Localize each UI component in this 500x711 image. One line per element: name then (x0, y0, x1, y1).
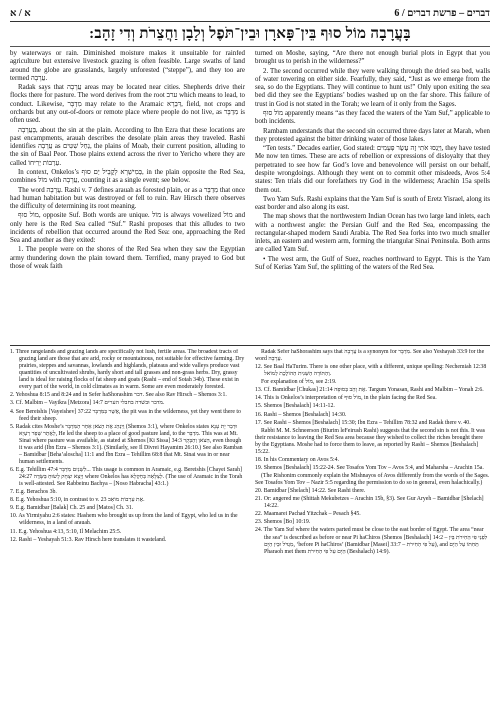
commentary-paragraph: מוֹל סוּף, opposite Suf. Both words are unique. מוֹל is always vowelized מוֹל and only here is the Red Sea called “Suf.” Rashi proposes that this alludes to two incidents of rebellion that occurred around the Red Sea: one, approaching the Red Sea and another as they exited: (10, 212, 245, 245)
header-book-parsha: דברים – פרשת דברים / 6 (394, 7, 490, 19)
commentary-paragraph: Rambam understands that the second sin occurred three days later at Marah, when they protested against the bitter drinking water of those lakes. (255, 127, 490, 143)
commentary-right-column (255, 50, 490, 342)
footnote: 23. Shemos [Bo] 10:19. (255, 519, 311, 526)
footnote: 16. Rashi – Shemos [Beshalach] 14:30. (255, 411, 347, 418)
commentary-paragraph: by waterways or rain. Diminished moisture makes it unsuitable for rainfed agriculture but extensive livestock grazing is often feasible. Large swaths of land around the globe are grasslands, largely unforested (“steppe”), and they too are termed עֲרָבָה. (10, 50, 245, 82)
footnote: 19. Shemos [Beshalach] 15:22-24. See Tosafos Yom Tov – Avos 5:4, and Maharsha – Arachin 15a. (255, 464, 484, 471)
header-chapter-verse: א / א (10, 7, 31, 19)
footnote: 9. E.g. Bamidbar [Balak] Ch. 25 and [Matos] Ch. 31. (10, 505, 134, 512)
commentary-paragraph: 2. The second occurred while they were walking through the dried sea bed, walls of water towering on either side. Fearfully, they said, “Just as we emerge from the sea, so do the Egyptians. They will continue to hunt us!” Only upon exiting the sea bed did they see the Egyptians’ bodies washed up on the far shore. This failure of trust in God is not stated in the Torah; we learn of it only from the Sages. (255, 67, 490, 108)
commentary-paragraph: turned on Moshe, saying, “Are there not enough burial plots in Egypt that you brought us to perish in the wilderness?” (255, 50, 490, 66)
footnote: 2. Yehoshua 8:15 and 8:24 and in Sefer haShorashim דבר. See also Rav Hirsch – Shemos 3:1. (10, 392, 227, 399)
footnote: 12. Rashi – Yeshayah 51:3. Rav Hirsch here translates it wasteland. (10, 536, 167, 543)
footnote: (The Rishonim commonly explain the Mishnayos of Avos differently from the words of the Sages. See Tosafos Yom Tov – Nazir 5:5 regarding the permission to do so in general, even halachically.) (255, 473, 490, 487)
footnotes-left-column (10, 349, 245, 711)
running-header (10, 5, 490, 22)
commentary-paragraph: מוֹל סוּף apparently means “as they faced the waters of the Yam Suf,” applicable to both incidents. (255, 109, 490, 126)
footnote: 6. E.g. Tehillim 47:4 לִשְׁנַיִם מִדְבָּר... This usage is common in Aramaic, e.g. Bereishis [Chayei Sarah] 24:27 וְיָצָא יִצְחָק לָשׂוּחַ בַּשָּׂדֶה where Onkelos has לְצַלָּאָה בְּחַקְלָא. (The use of Aramaic in the Torah is well-attested. See Rabbeinu Bachya – [Noso Habracha] 43:1.) (10, 467, 243, 488)
commentary-paragraph: Radak says that עֲרָבָה areas may be located near cities. Shepherds drive their flocks there for pasture. The word derives from the root ערב which means to lead, to conduct. Likewise, מִדְבָּר may relate to the Aramaic דִּבְרָא, field, not crops and orchards but any out-of-doors or remote place where people do not live, as מִדְבָּר is often used. (10, 84, 245, 125)
footnote: 17. See Rashi – Shemos [Beshalach] 15:30; Ibn Ezra – Tehillim 78:32 and Radak there v. 40. (255, 419, 471, 426)
footnote: 15. Shemos [Beshalach] 14:11-12. (255, 403, 335, 410)
footnote: 1. Three rangelands and grazing lands are specifically not lush, fertile areas. The broadest tracts of grazing land are those that are arid, rocky or mountainous, not suitable for effective farming. Dry prairies, steppes and savannas, lowlands and highlands, plateaus and wide valleys produce vast quantities of uncultivated shrubs, hardy short and tall grasses and non-grass herbs. Dry, grassy land is ideal for raising flocks of fat sheep and goats (Rashi – end of Sotah 34b). These exist in every part of the world, in cold climates as in warm. Some are even moderately forested. (10, 349, 245, 391)
footnote: 10. As Yirmiyahu 2:6 states: Hashem who brought us up from the land of Egypt, who led us in the wilderness, in a land of arauah. (10, 513, 238, 527)
commentary-left-column (10, 50, 245, 342)
footnote: 18. In his Commentary on Avos 5:4. (255, 456, 339, 463)
footnote: 5. Radak cites Moshe’s וַיִּנְהַג אֶת הַצֹּאן אַחַר הַמִּדְבָּר (Shemos 3:1), where Onkelos states וּדְבַר יָת עָנָא לַאֲתַר שְׁפַר רַעְיָא, He led the sheep to a place of good pasture land, to the מִדְבָּר. This was at Mt. Sinai where pasture was available, as stated at Shemos [Ki Sissa] 34:3 הַצֹּאן וְהַבָּקָר, even though it was arid (Ibn Ezra – Shemos 3:1). (Similarly, see Il Divrei Hayamim 26:10.) See also Ramban – Bamidbar [Beha’aloscha] 11:1 and Ibn Ezra – Tehillim 68:8 that Mt. Sinai was in or near human settlements. (10, 423, 243, 465)
footnote: 20. Bamidbar [Shelach] 14:22. See Rashi there. (255, 488, 366, 495)
torah-verse: בָּעֲרָבָה מוֹל סוּף בֵּין־פָּארָן וּבֵין־תֹּפֶל וְלָבָן וַחֲצֵרֹת וְדִי זָהָב: (89, 26, 411, 42)
footnote: 3. Cf. Malbim – Vayikra [Metzora] 14:7 מדבר וּבשדה בחבלי הערים. (10, 400, 165, 407)
commentary-columns (10, 50, 490, 342)
footnote-divider (10, 345, 490, 346)
verse-divider (10, 46, 490, 47)
footnote: 22. Maamarei Pachad Yitzchak – Pesach §45. (255, 511, 361, 518)
commentary-paragraph: In context, Onkelos’s בְּמִישְׁרָא לָקֳבֵיל יַם סוּף, in the plain opposite the Red Sea, combines מוֹל with עֲרָבָה, counting it as a single event; see below. (10, 168, 245, 185)
commentary-paragraph: The map shows that the northwestern Indian Ocean has two large land inlets, each with a northwest angle: the Persian Gulf and the Red Sea, encompassing the rectangular-shaped modern Saudi Arabia. The Red Sea forks into two much smaller inlets, an eastern and western arm, forming the triangular Sinai Peninsula. Both arms are called Yam Suf. (255, 213, 490, 254)
footnote-columns (10, 349, 490, 711)
footnote: 4. See Bereishis [Vayeishev] 37:22 אֲשֶׁר בַּמִּדְבָּר, the pit was in the wilderness, yet they went there to feed their sheep. (10, 408, 241, 422)
footnote: For explanation of מוֹל, see 2:19. (261, 379, 337, 386)
footnote: Rabbi M. M. Schneerson (Biurim leFeirush Rashi) suggests that the second sin is not this. It was their resistance to leaving the Red Sea area because they wished to collect the riches brought there by the Egyptians. Moshe had to force them to leave, as reported by Rashi – Shemos [Beshalach] 15:22. (255, 427, 485, 455)
footnote: 14. This is Onkelos’s interpretation of מוֹל סוּף, in the plain facing the Red Sea. (255, 395, 437, 402)
commentary-paragraph: The word עֲרָבָה. Rashi v. 7 defines arauah as forested plain, or as a מִדְבָּר that once had human habitation but was destroyed or fell to ruin. Rav Hirsch there observes the difficulty of determining its root meaning. (10, 186, 245, 211)
footnote: 8. E.g. Yehoshua 5:10, in contrast to v. 23 אֶת עַרְבוֹת מוֹאָב. (10, 497, 145, 504)
footnote: Radak Sefer haShorashim says that עֲרָבָה is a synonym for מִדְבָּר. See also Yeshayah 33:9 for the word עֲרָבָה. (255, 349, 485, 363)
footnote: 24. The Yam Suf where the waters parted must be close to the east border of Egypt. The area “near the sea” is described as before or near Pi haChiros (Shemos [Beshalach] 14:2 – לִפְנֵי פִּי הַחִירֹת בֵּין מִגְדֹּל וּבֵין הַיָּם, ‘before Pi haChiros’ (Bamidbar [Masei] 33:7 – עַל פִּי הַחִירֹת), and תְּחִתּוֹ עַל הַיָּם Pharaoh met them הַיָּם עַל פִּי הַחִירֹת (Beshalach) 14:9). (255, 527, 488, 555)
footnote: 12. See Baal HaTurim. There is one other place, with a different, unique spelling: Nechemiah 12:38 וְהַתּוֹדָה הַשֵּׁנִית הַהוֹלֶכֶת לְמוֹאל. (255, 364, 487, 378)
footnote: 7. E.g. Berachos 3b. (10, 489, 57, 496)
commentary-paragraph: 1. The people were on the shores of the Red Sea when they saw the Egyptian army thundering down the plain toward them. Terrified, many prayed to God but those of weak faith (10, 246, 245, 271)
footnote: 13. Cf. Bamidbar [Chukas] 21:14 אֶת וָהֵב בְּסוּפָה. Targum Yonasan, Rashi and Malbim – Yonah 2:6. (255, 387, 484, 394)
footnote: 11. E.g. Yehoshua 4:13, 5:10, Il Melachim 25:5. (10, 528, 122, 535)
commentary-paragraph: בָּעֲרָבָה, about the sin at the plain. According to Ibn Ezra that these locations are past encampments, arauah describes the desolate plain areas they traveled. Rashi identifies עֲרָבָה as נַחַל שִׁטִּים, the plains of Moab, their current position, alluding to the sin of Baal Peor. Those plains extend across the river to Yericho where they are called עַרְבוֹת יְרִיחוֹ. (10, 126, 245, 167)
commentary-paragraph: Two Yam Sufs. Rashi explains that the Yam Suf is south of Eretz Yisrael, along its east border and also along its east. (255, 195, 490, 212)
commentary-paragraph: • The west arm, the Gulf of Suez, reaches northward to Egypt. This is the Yam Suf of Kerias Yam Suf, the splitting of the waters of the Red Sea. (255, 255, 490, 272)
footnote: 21. Or: angered me (Shittah Mekubetzes – Arachin 15b, §3). See Gur Aryeh – Bamidbar [Shelach] 14:22. (255, 496, 484, 510)
commentary-paragraph: “Ten tests.” Decades earlier, God stated: וַיְנַסּוּ אֹתִי זֶה עֶשֶׂר פְּעָמִים, they have tested Me now ten times. These are acts of rebellion or expressions of disloyalty that they perpetrated to see how far God’s love and benevolence will persist on our behalf, despite wrongdoings. Although they went on to commit other misdeeds, Avos 5:4 states: Ten trials did our forefathers try God in the wilderness; Arachin 15a spells them out. (255, 145, 490, 194)
footnotes-right-column (255, 349, 490, 711)
